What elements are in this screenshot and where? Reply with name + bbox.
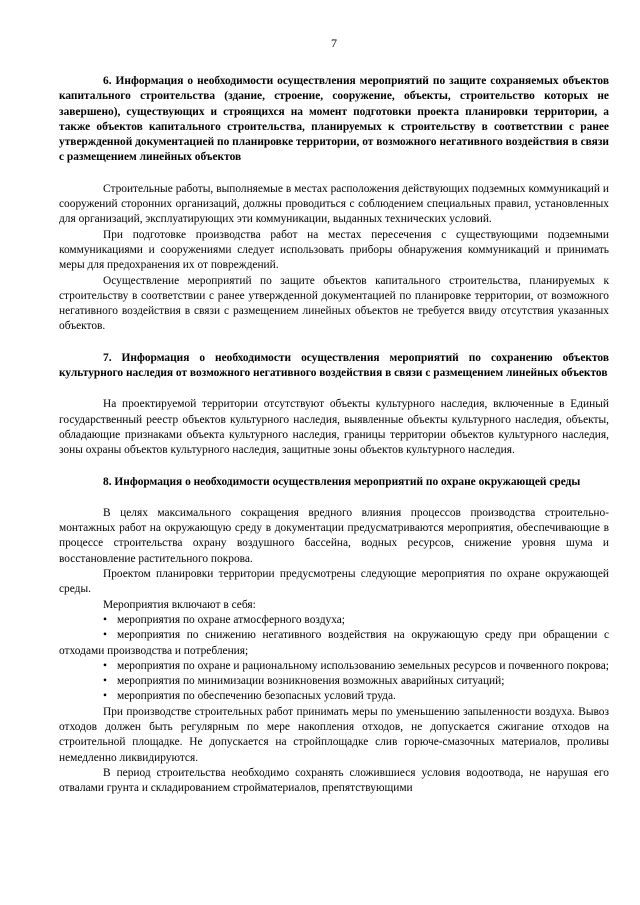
bullet-icon: • xyxy=(103,613,107,626)
paragraph: При подготовке производства работ на местах пересечения с существующими подземными коммуникациями и сооружениями следует использовать приборы обнаружения коммуникаций и принимать меры для предохранения их от повреждений. xyxy=(59,228,609,272)
bullet-icon: • xyxy=(103,629,107,642)
bullet-icon: • xyxy=(103,690,107,703)
paragraph: В целях максимального сокращения вредного влияния процессов производства строительно-монтажных работ на окружающую среду в документации предусматриваются мероприятия, обеспечивающие в процессе строительства охрану воздушного бассейна, водных ресурсов, снижение уровня шума и восстановление растительного покрова. xyxy=(59,506,609,565)
paragraph: Строительные работы, выполняемые в местах расположения действующих подземных коммуникаций и сооружений сторонних организаций, должны проводиться с соблюдением специальных правил, установленных для организаций, эксплуатирующих эти коммуникации, выданных технических условий. xyxy=(59,182,609,226)
list-item xyxy=(59,689,609,704)
bullet-icon: • xyxy=(103,675,107,688)
section-title: 8. Информация о необходимости осуществления мероприятий по охране окружающей среды xyxy=(103,475,581,488)
page-number: 7 xyxy=(331,36,337,50)
list-item-text: мероприятия по снижению негативного воздействия на окружающую среду при обращении с отходами производства и потребления; xyxy=(59,629,609,657)
list-item xyxy=(59,628,609,659)
section-title: 7. Информация о необходимости осуществления мероприятий по сохранению объектов культурного наследия от возможного негативного воздействия в связи с размещением линейных объектов xyxy=(59,351,609,380)
list-item xyxy=(59,659,609,674)
paragraph: Мероприятия включают в себя: xyxy=(103,598,256,611)
list-item xyxy=(59,613,609,628)
list-item-text: мероприятия по минимизации возникновения возможных аварийных ситуаций; xyxy=(117,675,505,688)
paragraph: В период строительства необходимо сохранять сложившиеся условия водоотвода, не нарушая его отвалами грунта и складированием стройматериалов, препятствующими xyxy=(59,766,609,795)
section-7 xyxy=(59,351,609,459)
paragraph: Осуществление мероприятий по защите объектов капитального строительства, планируемых к строительству в соответствии с ранее утвержденной документацией по планировке территории, от возможного негативного воздействия в связи с размещением линейных объектов не требуется ввиду отсутствия указанных объектов. xyxy=(59,274,609,333)
list-item xyxy=(59,674,609,689)
section-title: 6. Информация о необходимости осуществления мероприятий по защите сохраняемых объектов капитального строительства (здание, строение, сооружение, объекты, строительство которых не завершено), существующих и строящихся на момент подготовки проекта планировки территории, а также объектов капитального строительства, планируемых к строительству в соответствии с ранее утвержденной документацией по планировке территории, от возможного негативного воздействия в связи с размещением линейных объектов xyxy=(59,75,609,164)
bullet-icon: • xyxy=(103,659,107,672)
list-item-text: мероприятия по охране атмосферного воздуха; xyxy=(117,613,345,626)
paragraph: При производстве строительных работ принимать меры по уменьшению запыленности воздуха. Вывоз отходов должен быть регулярным по мере накопления отходов, не допускается сжигание отходов на строительной площадке. Не допускается на стройплощадке слив горюче-смазочных материалов, проливы немедленно ликвидируются. xyxy=(59,705,609,764)
section-6 xyxy=(59,74,609,335)
paragraph: Проектом планировки территории предусмотрены следующие мероприятия по охране окружающей среды. xyxy=(59,568,609,596)
section-8 xyxy=(59,475,609,797)
list-item-text: мероприятия по охране и рациональному использованию земельных ресурсов и почвенного покрова; xyxy=(117,659,609,672)
measures-list xyxy=(59,613,609,705)
paragraph: На проектируемой территории отсутствуют объекты культурного наследия, включенные в Единый государственный реестр объектов культурного наследия, выявленные объекты культурного наследия, объекты, обладающие признаками объекта культурного наследия, границы территории объектов культурного наследия, зоны охраны объектов культурного наследия, защитные зоны объектов культурного наследия. xyxy=(59,398,609,457)
list-item-text: мероприятия по обеспечению безопасных условий труда. xyxy=(117,690,396,703)
